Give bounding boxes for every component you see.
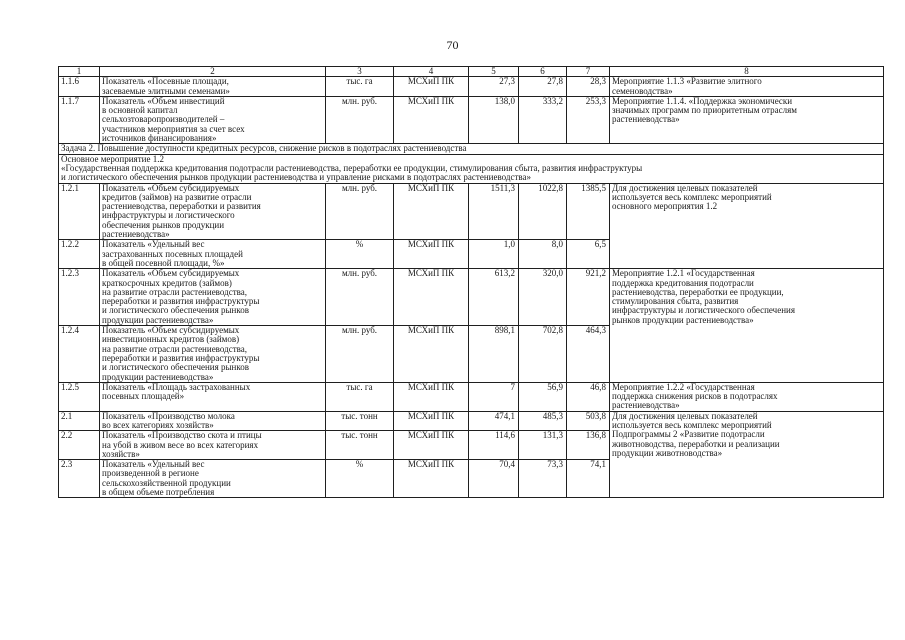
task-row: [59, 144, 884, 154]
unit: тыс. га: [326, 77, 394, 97]
main-measure-line: и логистического обеспечения рынков продукции растениеводства и управление рисками в подотраслях растениеводства»: [61, 172, 532, 183]
unit: млн. руб.: [326, 326, 394, 383]
row-id: 2.3: [59, 460, 100, 498]
unit: млн. руб.: [326, 269, 394, 326]
measure-note: [610, 269, 884, 383]
table-row: [59, 96, 884, 143]
organization: МСХиП ПК: [394, 96, 469, 143]
organization: МСХиП ПК: [394, 382, 469, 411]
measure-note-line: продукции животноводства»: [612, 447, 723, 458]
value-col6: 27,8: [519, 77, 567, 97]
indicator-name-line: Показатель «Объем инвестиций: [102, 96, 225, 106]
indicator-name-line: на развитие отрасли растениеводства,: [102, 343, 247, 354]
indicator-name-line: Показатель «Объем субсидируемых: [102, 183, 240, 193]
measure-note-line: Подпрограммы 2 «Развитие подотрасли: [612, 429, 765, 440]
indicator-name-line: и логистического обеспечения рынков: [102, 305, 250, 316]
measure-note-line: рынков продукции растениеводства»: [612, 314, 754, 325]
unit: тыс. тонн: [326, 411, 394, 431]
unit: %: [326, 240, 394, 269]
value-col7: 28,3: [567, 77, 610, 97]
organization: МСХиП ПК: [394, 431, 469, 460]
value-col5: 898,1: [469, 326, 519, 383]
indicator-name-line: посевных площадей»: [102, 391, 185, 402]
organization: МСХиП ПК: [394, 269, 469, 326]
measure-note-line: растениеводства»: [612, 114, 680, 125]
value-col6: 56,9: [519, 382, 567, 411]
indicator-name-line: Показатель «Производство молока: [102, 411, 235, 421]
measure-note: [610, 382, 884, 411]
main-measure-line: Основное мероприятие 1.2: [61, 154, 164, 164]
indicator-name-line: продукции растениеводства»: [102, 314, 214, 325]
indicator-name-line: в общем объеме потребления: [102, 487, 215, 498]
column-header: 5: [469, 67, 519, 77]
indicator-name-line: переработки и развития инфраструктуры: [102, 296, 260, 307]
value-col7: 46,8: [567, 382, 610, 411]
indicator-name: [100, 77, 326, 97]
table-header-row: [59, 67, 884, 77]
measure-note-line: используется весь комплекс мероприятий: [612, 419, 772, 430]
column-header: 4: [394, 67, 469, 77]
indicator-name-line: участников мероприятия за счет всех: [102, 123, 245, 134]
column-header: 6: [519, 67, 567, 77]
value-col6: 8,0: [519, 240, 567, 269]
organization: МСХиП ПК: [394, 240, 469, 269]
indicator-name-line: Показатель «Удельный вес: [102, 239, 205, 250]
measure-note-line: растениеводства, переработки ее продукции,: [612, 286, 784, 297]
column-header: 2: [100, 67, 326, 77]
measure-note-line: Мероприятие 1.2.2 «Государственная: [612, 382, 755, 392]
value-col5: 70,4: [469, 460, 519, 498]
measure-note-line: стимулирования сбыта, развития: [612, 296, 739, 307]
measure-note-line: поддержка кредитования подотрасли: [612, 277, 754, 288]
table-row: [59, 183, 884, 240]
table-row: [59, 269, 884, 326]
column-header: 7: [567, 67, 610, 77]
main-measure-line: «Государственная поддержка кредитования подотрасли растениеводства, переработки ее продукции, стимулирования сбыта, развития инфраструктуры: [61, 162, 643, 173]
measure-note: [610, 77, 884, 97]
indicator-name-line: краткосрочных кредитов (займов): [102, 277, 232, 288]
table-row: [59, 77, 884, 97]
value-col5: 1,0: [469, 240, 519, 269]
indicator-name-line: Показатель «Производство скота и птицы: [102, 430, 262, 441]
measure-note-line: Мероприятие 1.2.1 «Государственная: [612, 268, 755, 279]
row-id: 1.2.1: [59, 183, 100, 240]
measure-note-line: животноводства, переработки и реализации: [612, 438, 780, 449]
value-col6: 73,3: [519, 460, 567, 498]
row-id: 1.2.4: [59, 326, 100, 383]
measure-note-line: Мероприятие 1.1.3 «Развитие элитного: [612, 76, 762, 87]
measure-note-line: основного мероприятия 1.2: [612, 201, 718, 212]
value-col5: 114,6: [469, 431, 519, 460]
indicator-name: [100, 460, 326, 498]
unit: тыс. га: [326, 382, 394, 411]
indicators-table: [58, 66, 884, 498]
indicator-name-line: засеваемые элитными семенами»: [102, 85, 230, 96]
indicator-name-line: Показатель «Посевные площади,: [102, 76, 229, 87]
measure-note-line: Для достижения целевых показателей: [612, 411, 758, 421]
indicator-name-line: застрахованных посевных площадей: [102, 248, 243, 259]
indicator-name-line: Показатель «Объем субсидируемых: [102, 325, 240, 336]
unit: %: [326, 460, 394, 498]
value-col5: 474,1: [469, 411, 519, 431]
value-col5: 138,0: [469, 96, 519, 143]
indicator-name-line: в основной капитал: [102, 105, 178, 116]
unit: млн. руб.: [326, 96, 394, 143]
column-header: 3: [326, 67, 394, 77]
organization: МСХиП ПК: [394, 183, 469, 240]
task-title: Задача 2. Повышение доступности кредитных ресурсов, снижение рисков в подотраслях растениеводства: [59, 144, 884, 154]
indicator-name-line: инвестиционных кредитов (займов): [102, 334, 240, 345]
value-col5: 613,2: [469, 269, 519, 326]
indicator-name-line: Показатель «Объем субсидируемых: [102, 268, 240, 279]
value-col7: 1385,5: [567, 183, 610, 240]
measure-note-line: Мероприятие 1.1.4. «Поддержка экономически: [612, 96, 793, 106]
measure-note-line: Для достижения целевых показателей: [612, 183, 758, 193]
value-col5: 27,3: [469, 77, 519, 97]
value-col6: 485,3: [519, 411, 567, 431]
unit: тыс. тонн: [326, 431, 394, 460]
measure-note-line: растениеводства»: [612, 400, 680, 411]
value-col6: 131,3: [519, 431, 567, 460]
indicator-name: [100, 183, 326, 240]
row-id: 1.1.6: [59, 77, 100, 97]
organization: МСХиП ПК: [394, 326, 469, 383]
indicator-name-line: источников финансирования»: [102, 133, 217, 144]
measure-note-line: используется весь комплекс мероприятий: [612, 191, 772, 202]
measure-note: [610, 183, 884, 269]
value-col7: 503,8: [567, 411, 610, 431]
page-number: 70: [446, 38, 459, 52]
indicator-name: [100, 269, 326, 326]
indicator-name: [100, 431, 326, 460]
measure-note-line: поддержка снижения рисков в подотраслях: [612, 391, 778, 402]
row-id: 1.2.3: [59, 269, 100, 326]
value-col7: 136,8: [567, 431, 610, 460]
value-col5: 1511,3: [469, 183, 519, 240]
row-id: 2.2: [59, 431, 100, 460]
indicator-name-line: продукции растениеводства»: [102, 371, 214, 382]
column-header: 1: [59, 67, 100, 77]
value-col6: 1022,8: [519, 183, 567, 240]
measure-note-line: семеноводства»: [612, 85, 673, 96]
indicator-name-line: во всех категориях хозяйств»: [102, 419, 214, 430]
indicator-name-line: переработки и развития инфраструктуры: [102, 352, 260, 363]
row-id: 1.2.2: [59, 240, 100, 269]
indicator-name-line: произведенной в регионе: [102, 468, 199, 479]
value-col7: 464,3: [567, 326, 610, 383]
table-row: [59, 382, 884, 411]
organization: МСХиП ПК: [394, 411, 469, 431]
measure-row: [59, 154, 884, 183]
indicator-name-line: в общей посевной площади, %»: [102, 257, 225, 268]
row-id: 1.1.7: [59, 96, 100, 143]
indicator-name: [100, 411, 326, 431]
measure-note: [610, 411, 884, 498]
indicator-name-line: растениеводства»: [102, 229, 170, 240]
value-col7: 6,5: [567, 240, 610, 269]
unit: млн. руб.: [326, 183, 394, 240]
measure-note: [610, 96, 884, 143]
measure-note-line: инфраструктуры и логистического обеспечения: [612, 305, 795, 316]
value-col7: 253,3: [567, 96, 610, 143]
indicator-name-line: Показатель «Площадь застрахованных: [102, 382, 251, 392]
indicator-name-line: обеспечения рынков продукции: [102, 219, 225, 230]
value-col7: 921,2: [567, 269, 610, 326]
value-col6: 333,2: [519, 96, 567, 143]
value-col7: 74,1: [567, 460, 610, 498]
measure-note-line: значимых программ по приоритетным отраслям: [612, 105, 797, 116]
row-id: 2.1: [59, 411, 100, 431]
indicator-name-line: кредитов (займов) на развитие отрасли: [102, 191, 252, 202]
indicator-name-line: растениеводства, переработки и развития: [102, 201, 261, 212]
row-id: 1.2.5: [59, 382, 100, 411]
indicator-name-line: на убой в живом весе во всех категориях: [102, 439, 259, 450]
main-measure: [59, 154, 884, 183]
indicator-name-line: сельскохозяйственной продукции: [102, 477, 231, 488]
indicator-name: [100, 96, 326, 143]
table-row: [59, 411, 884, 431]
organization: МСХиП ПК: [394, 460, 469, 498]
indicator-name-line: хозяйств»: [102, 448, 140, 459]
value-col6: 320,0: [519, 269, 567, 326]
organization: МСХиП ПК: [394, 77, 469, 97]
value-col6: 702,8: [519, 326, 567, 383]
indicator-name: [100, 326, 326, 383]
indicator-name: [100, 240, 326, 269]
value-col5: 7: [469, 382, 519, 411]
indicator-name-line: и логистического обеспечения рынков: [102, 362, 250, 373]
indicator-name-line: на развитие отрасли растениеводства,: [102, 286, 247, 297]
indicator-name: [100, 382, 326, 411]
column-header: 8: [610, 67, 884, 77]
indicator-name-line: Показатель «Удельный вес: [102, 459, 205, 470]
indicator-name-line: сельхозтоваропроизводителей –: [102, 114, 225, 125]
indicator-name-line: инфраструктуры и логистического: [102, 210, 235, 221]
